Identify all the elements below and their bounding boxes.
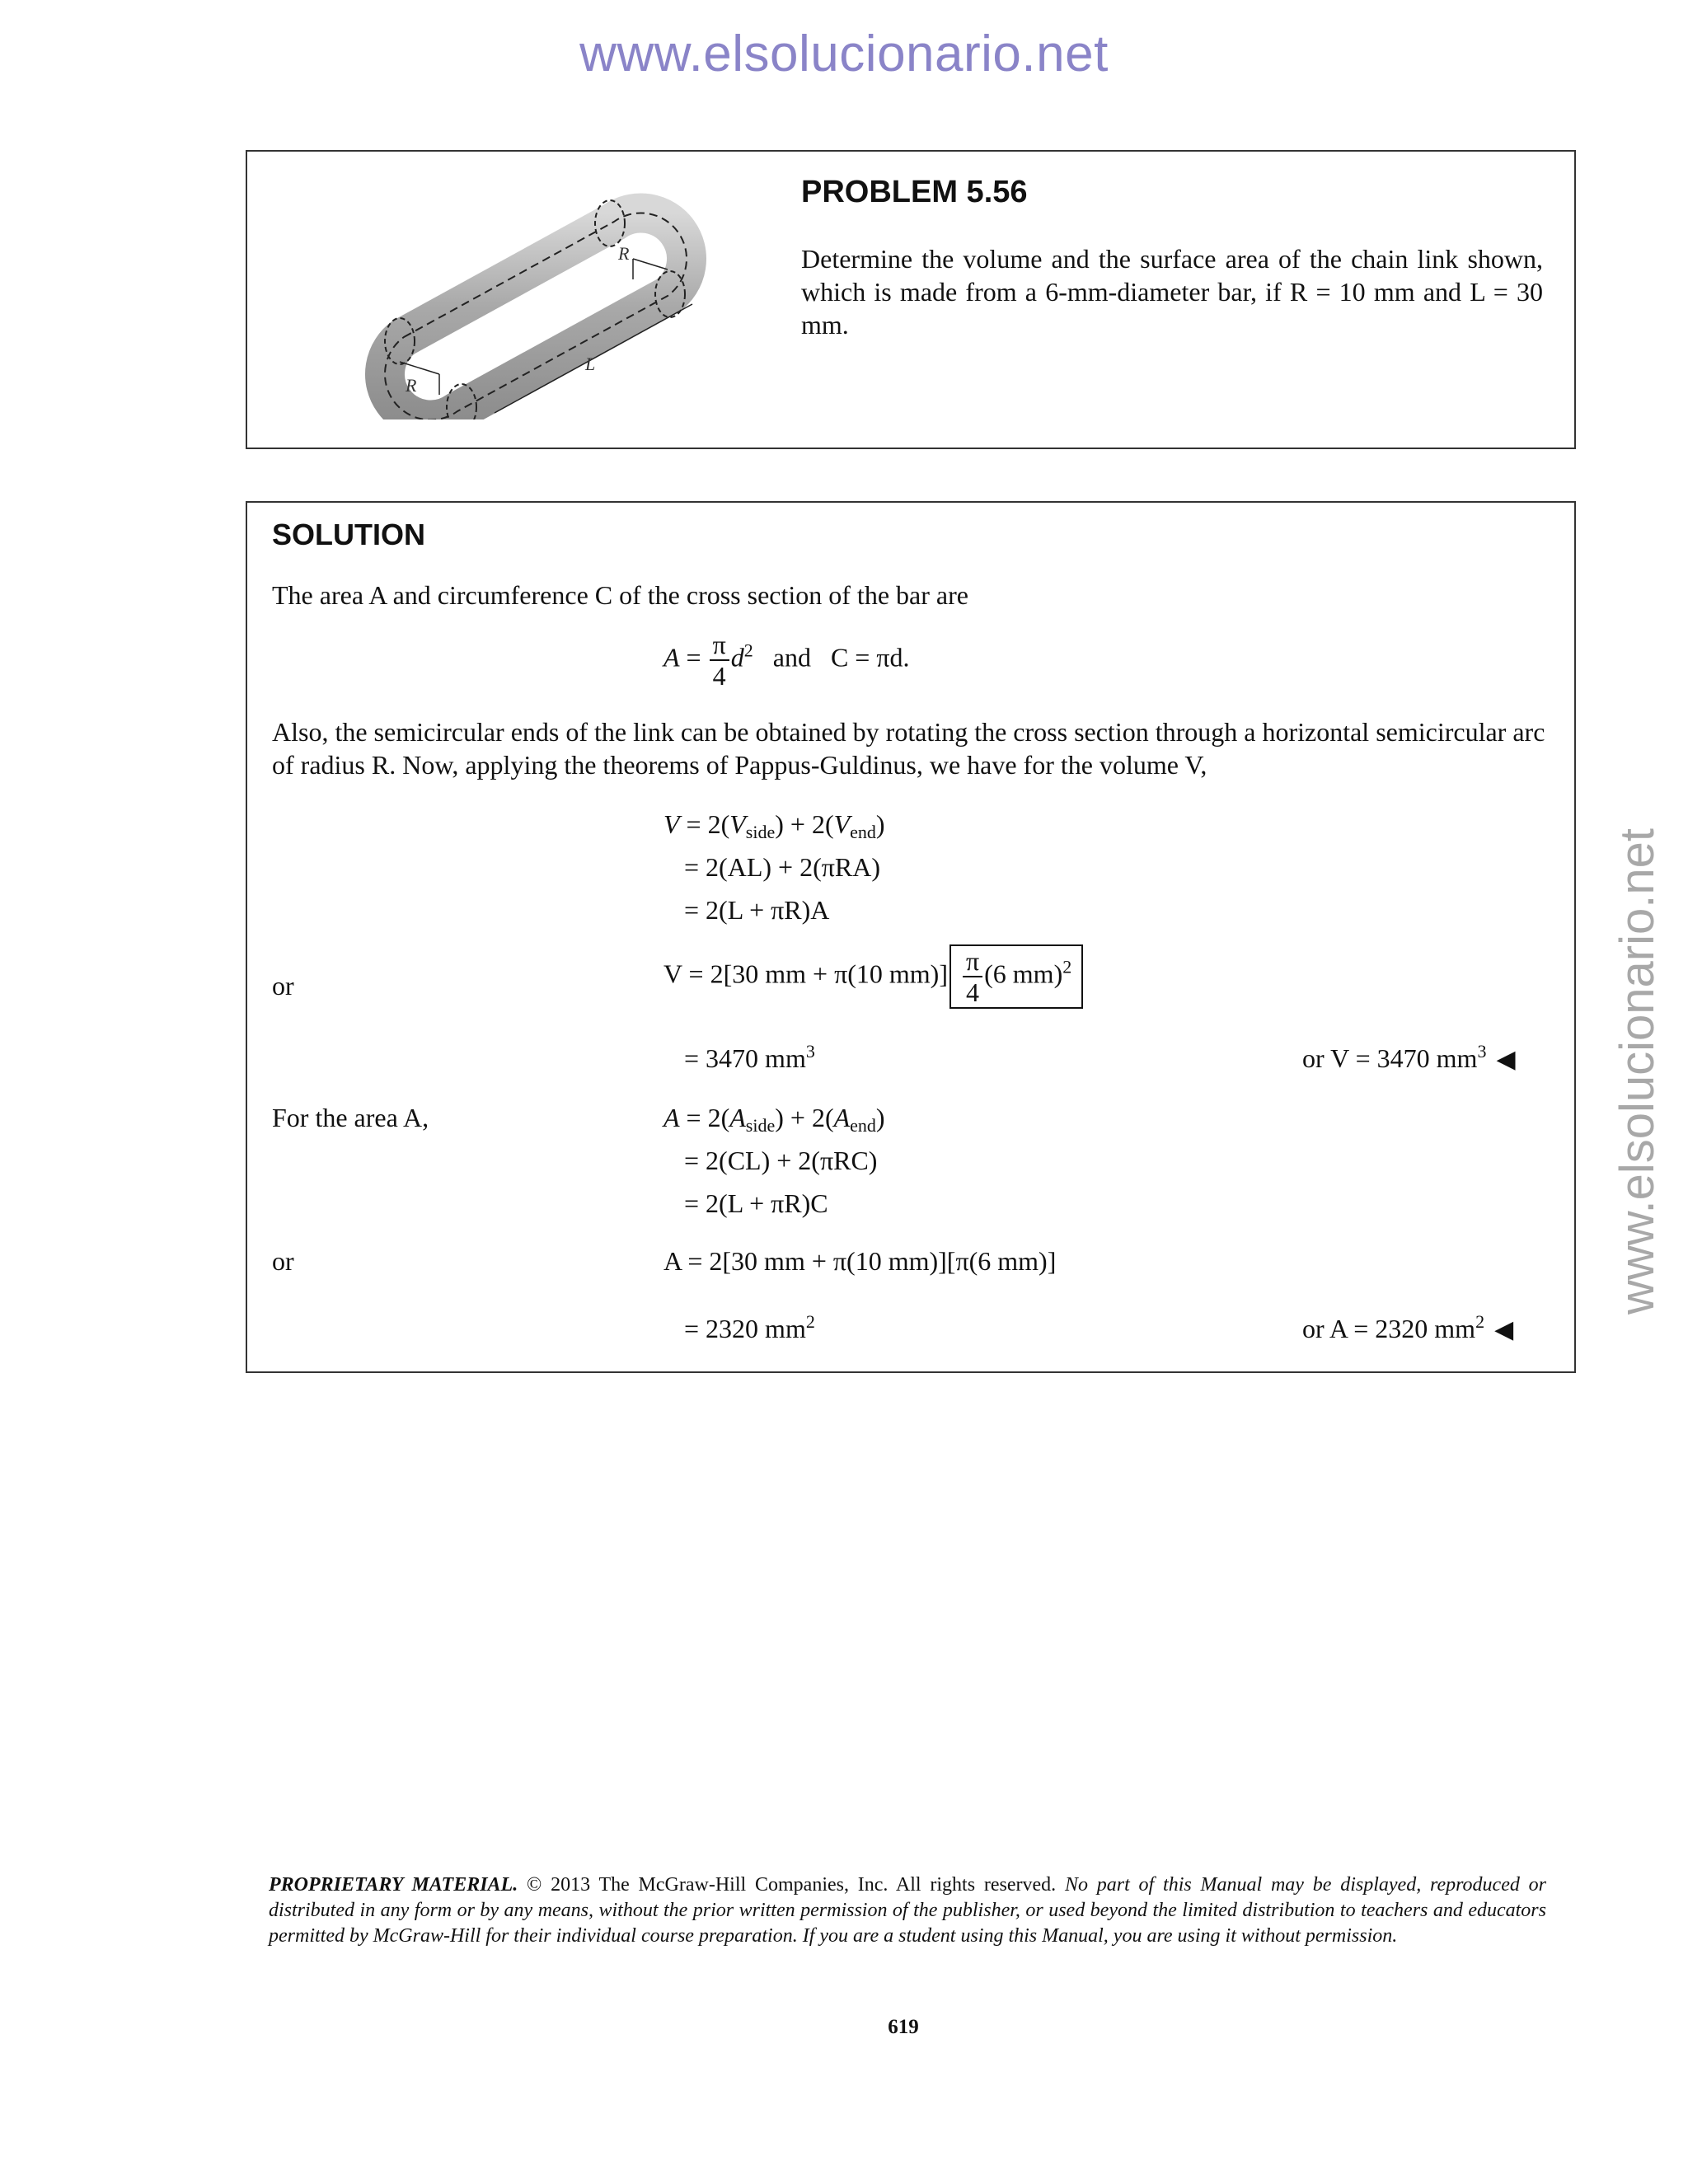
equation-area-circumference: A = $\frac{\pi}{4}$ $d^2$ and C = πd.: [663, 630, 910, 691]
volume-result: = 3470 $mm^3$: [684, 1041, 815, 1073]
solution-title: SOLUTION: [272, 518, 425, 551]
volume-numeric: V = 2[30 mm + π(10 mm)] $\frac{\pi}{4}$ (6 mm)$^2$: [663, 944, 1085, 1009]
solution-box: [246, 501, 1576, 1373]
radius-label-top: R: [618, 243, 630, 264]
area-answer: or A = 2320 $mm^2$ ◀: [1302, 1311, 1514, 1343]
area-line-2: = 2(CL) + 2(πRC): [684, 1146, 878, 1175]
length-label: L: [585, 354, 596, 374]
volume-line-2: = 2(AL) + 2(πRA): [684, 852, 880, 882]
solution-paragraph-2: Also, the semicircular ends of the link can be obtained by rotating the cross section through a horizontal semicircular arc of radius R. Now, applying the theorems of Pappus-Guldinus, we have for the volume V,: [272, 717, 1545, 780]
or-label-1: or: [272, 971, 294, 1001]
or-label-2: or: [272, 1246, 294, 1276]
area-line-1: $A = 2(A_{side}) + 2(A_{end})$: [663, 1103, 885, 1136]
for-area-label: For the area A,: [272, 1103, 429, 1132]
problem-title: PROBLEM 5.56: [801, 175, 1028, 209]
watermark-top: www.elsolucionario.net: [579, 26, 1109, 82]
answer-marker-icon: ◀: [1494, 1316, 1514, 1343]
volume-answer: or V = 3470 $mm^3$ ◀: [1302, 1041, 1516, 1073]
page-number: 619: [888, 2016, 919, 2038]
problem-statement: Determine the volume and the surface area of the chain link shown, which is made from a 6-mm-diameter bar, if R = 10 mm and L = 30 mm.: [801, 244, 1543, 340]
chain-link-figure: [305, 172, 750, 419]
area-line-3: = 2(L + πR)C: [684, 1188, 828, 1218]
radius-label-bottom: R: [406, 375, 417, 396]
problem-box: [246, 150, 1576, 449]
volume-line-3: = 2(L + πR)A: [684, 895, 830, 925]
area-result: = 2320 $mm^2$: [684, 1311, 815, 1343]
answer-marker-icon: ◀: [1496, 1046, 1516, 1073]
volume-line-1: $V = 2(V_{side}) + 2(V_{end})$: [663, 809, 885, 842]
area-numeric: A = 2[30 mm + π(10 mm)][π(6 mm)]: [663, 1246, 1057, 1276]
link-body: [385, 213, 687, 419]
watermark-side: www.elsolucionario.net: [1611, 828, 1664, 1315]
solution-intro: The area A and circumference C of the cross section of the bar are: [272, 580, 968, 610]
footer-notice: PROPRIETARY MATERIAL. © 2013 The McGraw-Hill Companies, Inc. All rights reserved. No part of this Manual may be displayed, reproduced or distributed in any form or by any means, without the prior written permission of the publisher, or used beyond the limited distribution to teachers and educators permitted by McGraw-Hill for their individual course preparation. If you are a student using this Manual, you are using it without permission.: [269, 1874, 1546, 1947]
